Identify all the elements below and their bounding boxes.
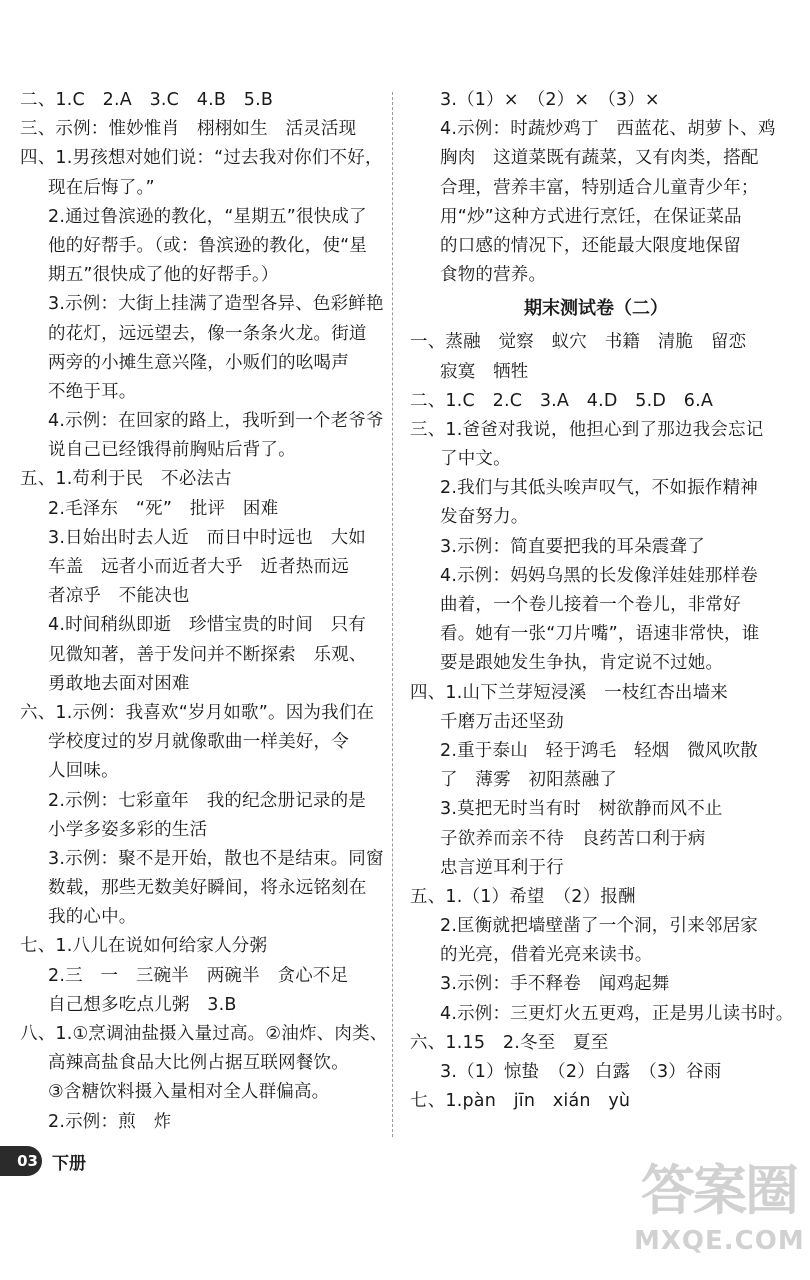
answer-line: 两旁的小摊生意兴隆，小贩们的吆喝声	[48, 352, 349, 373]
answer-line: 自己想多吃点儿粥 3.B	[48, 994, 237, 1015]
answer-line: 看。她有一张“刀片嘴”，语速非常快，谁	[440, 624, 760, 645]
page-number: 03	[0, 1146, 42, 1176]
answer-line: 人回味。	[48, 761, 119, 782]
answer-line: 不绝于耳。	[48, 381, 137, 402]
answer-line: 2.三 一 三碗半 两碗半 贪心不足	[48, 965, 349, 986]
answer-line: ③含糖饮料摄入量相对全人群偏高。	[48, 1082, 330, 1103]
answer-line: 4.时间稍纵即逝 珍惜宝贵的时间 只有	[48, 615, 366, 636]
answer-line: 2.通过鲁滨逊的教化，“星期五”很快成了	[48, 206, 367, 227]
volume-label: 下册	[52, 1153, 86, 1174]
answer-line: 3.示例：聚不是开始，散也不是结束。同窗	[48, 848, 384, 869]
answer-line: 我的心中。	[48, 907, 137, 928]
answer-line: 者凉乎 不能决也	[48, 586, 190, 607]
answer-line: 三、1.爸爸对我说，他担心到了那边我会忘记	[410, 419, 764, 440]
answer-line: 3.莫把无时当有时 树欲静而风不止	[440, 799, 723, 820]
answer-line: 2.示例：煎 炸	[48, 1111, 172, 1132]
right-top-answers	[410, 86, 782, 290]
answer-line: 发奋努力。	[440, 507, 529, 528]
section-title: 期末测试卷（二）	[524, 298, 668, 320]
answer-line: 4.示例：时蔬炒鸡丁 西蓝花、胡萝卜、鸡	[440, 119, 776, 140]
answer-line: 2.匡衡就把墙壁凿了一个洞，引来邻居家	[440, 916, 758, 937]
answer-line: 车盖 远者小而近者大乎 近者热而远	[48, 557, 349, 577]
answer-line: 勇敢地去面对困难	[48, 673, 190, 694]
answer-line: 四、1.男孩想对她们说：“过去我对你们不好，	[20, 148, 383, 169]
answer-line: 胸肉 这道菜既有蔬菜，又有肉类，搭配	[440, 148, 759, 169]
answer-line: 3.（1）× （2）× （3）×	[440, 90, 660, 110]
answer-line: 六、1.15 2.冬至 夏至	[410, 1032, 609, 1053]
answer-line: 要是跟她发生争执，肯定说不过她。	[440, 653, 724, 674]
left-answer-column	[20, 86, 388, 1137]
answer-line: 了 薄雾 初阳蒸融了	[440, 770, 617, 791]
watermark-logo	[634, 1158, 804, 1278]
answer-line: 五、1.苟利于民 不必法古	[20, 469, 232, 490]
answer-line: 曲着，一个卷儿接着一个卷儿，非常好	[440, 595, 741, 615]
right-bottom-answers	[410, 328, 794, 1116]
answer-line: 二、1.C 2.A 3.C 4.B 5.B	[20, 90, 274, 110]
answer-line: 3.示例：手不释卷 闻鸡起舞	[440, 974, 670, 995]
answer-line: 用“炒”这种方式进行烹饪，在保证菜品	[440, 206, 742, 227]
answer-line: 寂寞 牺牲	[440, 361, 529, 382]
answer-line: 了中文。	[440, 449, 511, 470]
column-divider	[392, 92, 393, 1137]
answer-line: 食物的营养。	[440, 265, 547, 286]
answer-line: 3.示例：大街上挂满了造型各异、色彩鲜艳	[48, 294, 384, 315]
answer-line: 他的好帮手。（或：鲁滨逊的教化，使“星	[48, 235, 368, 256]
answer-line: 2.我们与其低头唉声叹气，不如振作精神	[440, 478, 758, 499]
answer-line: 3.示例：简直要把我的耳朵震聋了	[440, 536, 705, 557]
answer-line: 二、1.C 2.C 3.A 4.D 5.D 6.A	[410, 390, 714, 411]
answer-line: 合理，营养丰富，特别适合儿童青少年；	[440, 177, 759, 198]
answer-line: 4.示例：妈妈乌黑的长发像洋娃娃那样卷	[440, 565, 758, 586]
answer-line: 2.重于泰山 轻于鸿毛 轻烟 微风吹散	[440, 740, 758, 761]
answer-line: 4.示例：在回家的路上，我听到一个老爷爷	[48, 411, 384, 432]
answer-line: 4.示例：三更灯火五更鸡，正是男儿读书时。	[440, 1003, 794, 1024]
answer-line: 学校度过的岁月就像歌曲一样美好，令	[48, 732, 349, 753]
answer-line: 的花灯，远远望去，像一条条火龙。街道	[48, 323, 367, 344]
right-answer-column	[410, 86, 794, 1116]
watermark-main: 答案圈	[641, 1159, 797, 1222]
page-footer	[0, 1145, 86, 1177]
answer-line: 期五”很快成了他的好帮手。）	[48, 265, 279, 286]
answer-line: 七、1.pàn jīn xián yù	[410, 1091, 631, 1112]
answer-line: 五、1.（1）希望 （2）报酬	[410, 886, 636, 907]
answer-line: 3.日始出时去人近 而日中时远也 大如	[48, 527, 366, 548]
answer-line: 小学多姿多彩的生活	[48, 819, 208, 840]
answer-line: 八、1.①烹调油盐摄入量过高。②油炸、肉类、	[20, 1024, 388, 1044]
answer-line: 七、1.八儿在说如何给家人分粥	[20, 936, 268, 957]
answer-line: 忠言逆耳利于行	[440, 857, 564, 878]
answer-line: 说自己已经饿得前胸贴后背了。	[48, 440, 296, 461]
answer-line: 现在后悔了。”	[48, 177, 155, 198]
answer-line: 的光亮，借着光亮来读书。	[440, 945, 653, 966]
answer-line: 3.（1）惊蛰 （2）白露 （3）谷雨	[440, 1062, 722, 1082]
answer-line: 高辣高盐食品大比例占据互联网餐饮。	[48, 1053, 349, 1074]
answer-line: 2.示例：七彩童年 我的纪念册记录的是	[48, 790, 366, 811]
answer-line: 数载，那些无数美好瞬间，将永远铭刻在	[48, 878, 367, 899]
answer-line: 2.毛泽东 “死” 批评 困难	[48, 498, 279, 519]
answer-line: 子欲养而亲不待 良药苦口利于病	[440, 828, 706, 849]
answer-line: 的口感的情况下，还能最大限度地保留	[440, 235, 741, 256]
answer-line: 见微知著，善于发问并不断探索 乐观、	[48, 644, 367, 665]
watermark-url: MXQE.COM	[634, 1226, 805, 1256]
answer-line: 一、蒸融 觉察 蚁穴 书籍 清脆 留恋	[410, 332, 747, 353]
answer-line: 三、示例：惟妙惟肖 栩栩如生 活灵活现	[20, 119, 357, 140]
answer-line: 千磨万击还坚劲	[440, 711, 564, 732]
answer-line: 四、1.山下兰芽短浸溪 一枝红杏出墙来	[410, 682, 728, 703]
answer-line: 六、1.示例：我喜欢“岁月如歌”。因为我们在	[20, 702, 375, 723]
